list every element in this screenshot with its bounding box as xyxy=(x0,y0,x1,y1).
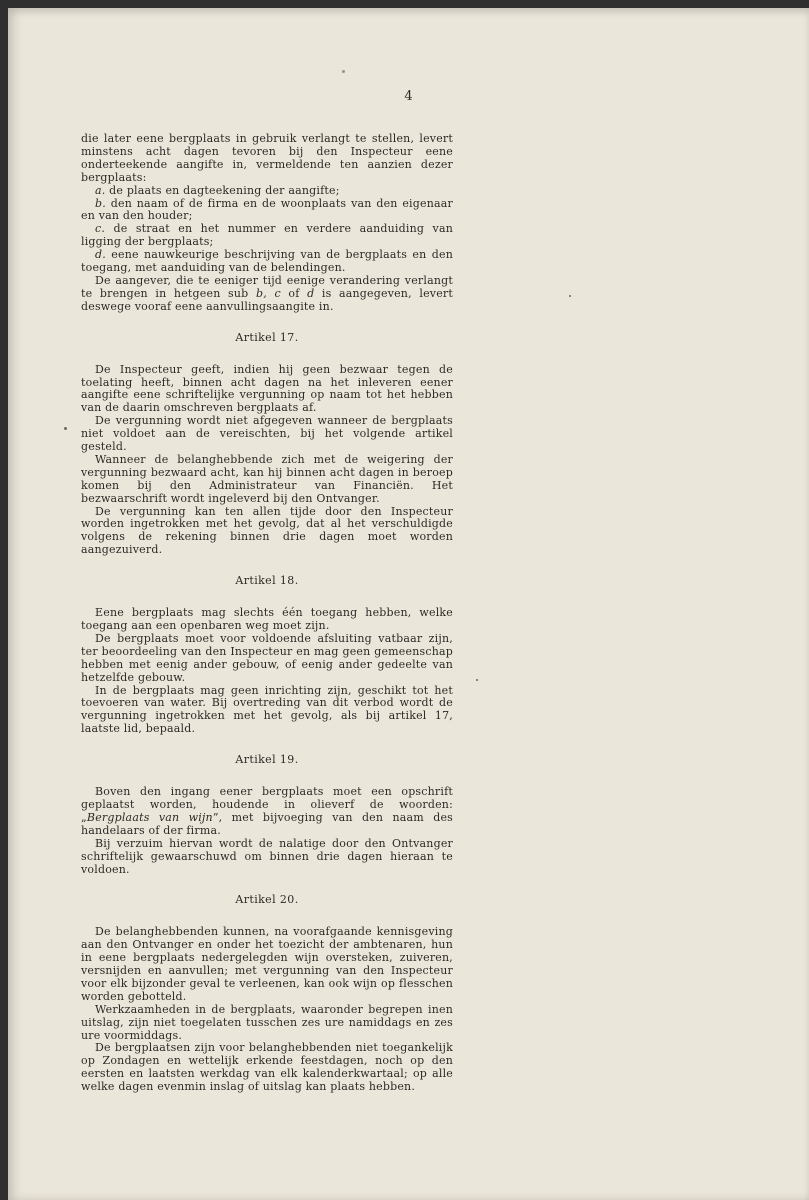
list-text: de straat en het nummer en verdere aanduiding van ligging der bergplaats; xyxy=(81,222,453,249)
article-19-paragraph-2: Bij verzuim hiervan wordt de nalatige door den Ontvanger schriftelijk gewaarschuwd om binnen drie dagen hieraan te voldoen. xyxy=(81,836,453,876)
page-number: 4 xyxy=(404,89,413,104)
article-17-paragraph-2: De vergunning wordt niet afgegeven wanneer de bergplaats niet voldoet aan de vereischten, bij het volgende artikel gesteld. xyxy=(81,414,453,454)
paper-speck xyxy=(342,70,345,73)
list-text: de plaats en dagteekening der aangifte; xyxy=(105,183,340,197)
article-18-paragraph-1: Eene bergplaats mag slechts één toegang hebben, welke toegang aan een openbaren weg moet zijn. xyxy=(81,606,453,632)
document-body xyxy=(81,133,453,1094)
text-fragment: is aangegeven, levert deswege vooraf eene aanvullingsaangite in. xyxy=(81,286,453,313)
article-17-paragraph-4: De vergunning kan ten allen tijde door den Inspecteur worden ingetrokken met het gevolg, dat al het verschuldigde volgens de rekening binnen drie dagen moet worden aangezuiverd. xyxy=(81,504,453,557)
article-20-paragraph-2: Werkzaamheden in de bergplaats, waaronder begrepen inen uitslag, zijn niet toegelaten tusschen zes ure namiddags en zes ure voormiddags. xyxy=(81,1002,453,1042)
text-fragment: De aangever, die te eeniger tijd eenige verandering verlangt te brengen in hetgeen sub xyxy=(81,273,453,300)
article-20-paragraph-1: De belanghebbenden kunnen, na voorafgaande kennisgeving aan den Ontvanger en onder het toezicht der ambtenaren, hun in eene bergplaats nedergelegden wijn oversteken, zuiveren, versnijden en aanvullen; met vergunning van den Inspecteur voor elk bijzonder geval te verleenen, kan ook wijn op flesschen worden gebotteld. xyxy=(81,925,453,1003)
list-item-b xyxy=(81,198,453,224)
margin-dot xyxy=(64,427,67,430)
list-letter: d. xyxy=(95,248,106,262)
list-item-c xyxy=(81,223,453,249)
text-fragment: of xyxy=(280,286,308,300)
article-20-paragraph-3: De bergplaatsen zijn voor belanghebbenden niet toegankelijk op Zondagen en wettelijk erkende feestdagen, noch op den eersten en laatsten werkdag van elk kalenderkwartaal; op alle welke dagen evenmin inslag of uitslag kan plaats hebben. xyxy=(81,1041,453,1094)
amendment-paragraph xyxy=(81,275,453,314)
list-letter: a. xyxy=(95,183,106,197)
article-17-paragraph-3: Wanneer de belanghebbende zich met de weigering der vergunning bezwaard acht, kan hij binnen acht dagen in beroep komen bij den Administrateur van Financiën. Het bezwaarschrift wordt ingeleverd bij den Ontvanger. xyxy=(81,452,453,505)
list-item-d xyxy=(81,249,453,275)
document-page xyxy=(8,8,809,1200)
ref-c: c xyxy=(274,286,281,300)
article-19-heading: Artikel 19. xyxy=(235,753,299,767)
margin-dot xyxy=(476,679,478,681)
article-17-heading: Artikel 17. xyxy=(235,330,299,344)
article-20-heading: Artikel 20. xyxy=(235,893,299,907)
article-19-paragraph-1 xyxy=(81,786,453,838)
ref-d: d xyxy=(307,286,315,300)
text-fragment: ”, met bijvoeging van den naam des handelaars of der firma. xyxy=(81,810,453,837)
list-letter: b. xyxy=(95,196,106,210)
article-17-paragraph-1: De Inspecteur geeft, indien hij geen bezwaar tegen de toelating heeft, binnen acht dagen na het inleveren eener aangifte eene schriftelijke vergunning op naam tot het hebben van de daarin omschreven bergplaats af. xyxy=(81,362,453,415)
text-fragment: Boven den ingang eener bergplaats moet een opschrift geplaatst worden, houdende in olieverf de woorden: „ xyxy=(81,785,453,824)
article-18-paragraph-3: In de bergplaats mag geen inrichting zijn, geschikt tot het toevoeren van water. Bij overtreding van dit verbod wordt de vergunning ingetrokken met het gevolg, als bij artikel 17, laatste lid, bepaald. xyxy=(81,683,453,736)
list-text: eene nauwkeurige beschrijving van de bergplaats en den toegang, met aanduiding van de belendingen. xyxy=(81,248,453,275)
article-18-paragraph-2: De bergplaats moet voor voldoende afsluiting vatbaar zijn, ter beoordeeling van den Inspecteur en mag geen gemeenschap hebben met eenig ander gebouw, of eenig ander gedeelte van hetzelfde gebouw. xyxy=(81,631,453,684)
list-letter: c. xyxy=(95,222,106,236)
intro-paragraph: die later eene bergplaats in gebruik verlangt te stellen, levert minstens acht dagen tevoren bij den Inspecteur eene onderteekende aangifte in, vermeldende ten aanzien dezer bergplaats: xyxy=(81,132,453,184)
article-18-heading: Artikel 18. xyxy=(235,574,299,588)
quoted-inscription: Bergplaats van wijn xyxy=(86,810,213,824)
ref-b: b, xyxy=(255,286,267,300)
margin-dot xyxy=(569,295,571,297)
list-text: den naam of de firma en de woonplaats van den eigenaar en van den houder; xyxy=(81,196,453,223)
